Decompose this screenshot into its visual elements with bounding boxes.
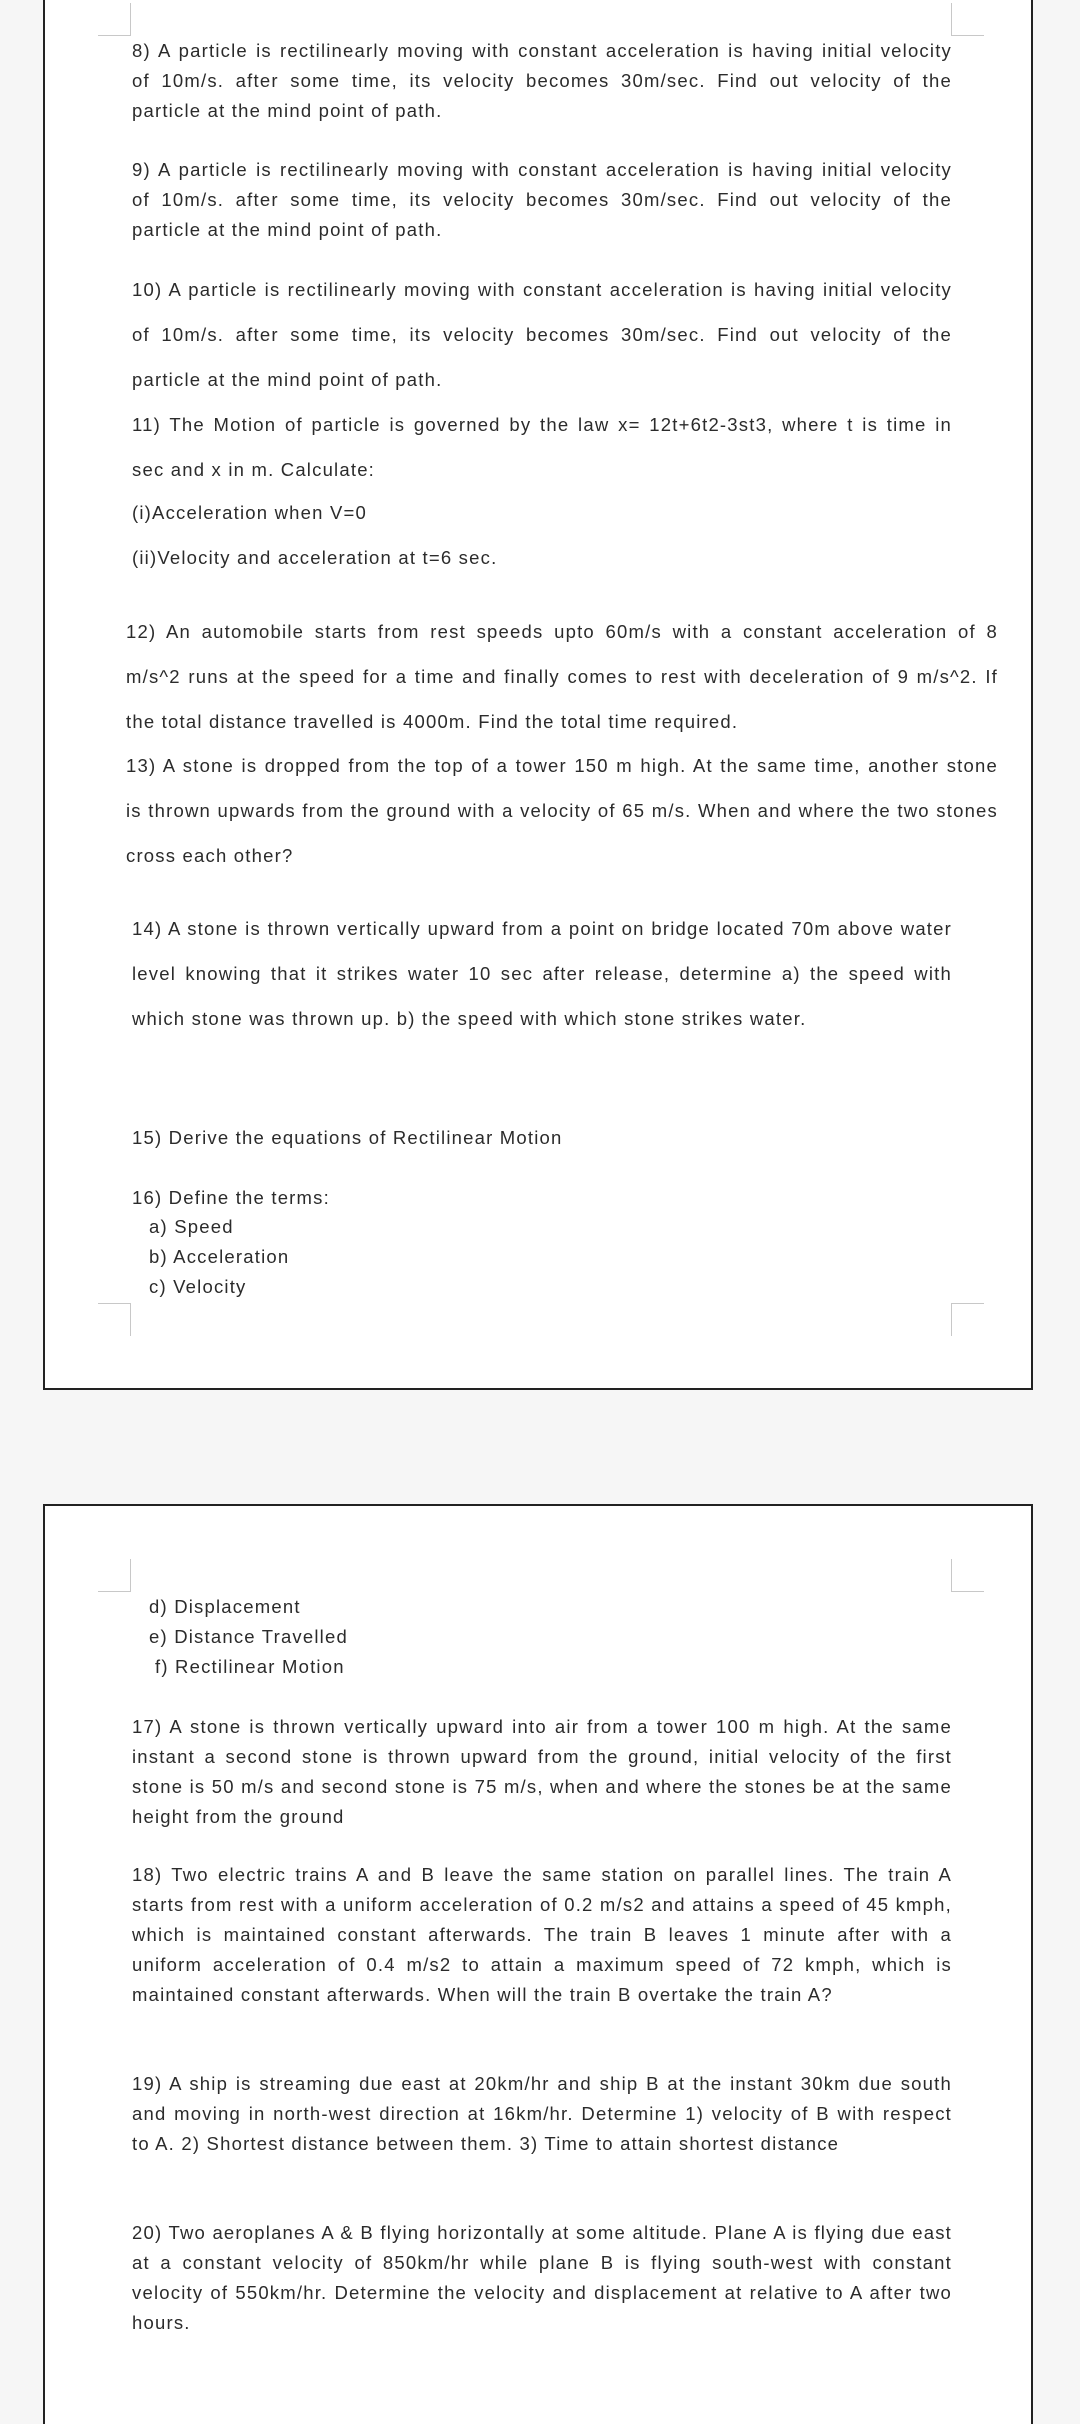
question-20: 20) Two aeroplanes A & B flying horizontally at some altitude. Plane A is flying due east at a constant velocity of 850km/hr while plane B is flying south-west with constant velocity of 550km/hr. Determine the velocity and displacement at relative to A after two hours. [132,2222,952,2333]
question-11-part-ii: (ii)Velocity and acceleration at t=6 sec. [132,547,498,568]
question-8: 8) A particle is rectilinearly moving with constant acceleration is having initial velocity of 10m/s. after some time, its velocity becomes 30m/sec. Find out velocity of the particle at the mind point of path. [132,40,952,121]
margin-corner-top-right [951,3,984,36]
margin-corner-top-left [98,3,131,36]
margin-corner-bottom-right [951,1303,984,1336]
question-16-d: d) Displacement [149,1596,301,1617]
question-17: 17) A stone is thrown vertically upward into air from a tower 100 m high. At the same instant a second stone is thrown upward from the ground, initial velocity of the first stone is 50 m/s and second stone is 75 m/s, when and where the stones be at the same height from the ground [132,1716,952,1827]
document-page-1 [43,0,1033,1390]
question-11-part-i: (i)Acceleration when V=0 [132,502,367,523]
question-16-a: a) Speed [149,1216,234,1237]
document-page-2 [43,1504,1033,2424]
question-18: 18) Two electric trains A and B leave the same station on parallel lines. The train A starts from rest with a uniform acceleration of 0.2 m/s2 and attains a speed of 45 kmph, which is maintained constant afterwards. The train B leaves 1 minute after with a uniform acceleration of 0.4 m/s2 to attain a maximum speed of 72 kmph, which is maintained constant afterwards. When will the train B overtake the train A? [132,1864,952,2005]
margin-corner-top-right [951,1559,984,1592]
question-14: 14) A stone is thrown vertically upward from a point on bridge located 70m above water level knowing that it strikes water 10 sec after release, determine a) the speed with which stone was thrown up. b) the speed with which stone strikes water. [132,918,952,1029]
question-16: 16) Define the terms: [132,1187,330,1208]
question-11: 11) The Motion of particle is governed by the law x= 12t+6t2-3st3, where t is time in sec and x in m. Calculate: [132,414,952,480]
margin-corner-bottom-left [98,1303,131,1336]
question-19: 19) A ship is streaming due east at 20km/hr and ship B at the instant 30km due south and moving in north-west direction at 16km/hr. Determine 1) velocity of B with respect to A. 2) Shortest distance between them. 3) Time to attain shortest distance [132,2073,952,2154]
margin-corner-top-left [98,1559,131,1592]
question-16-c: c) Velocity [149,1276,247,1297]
question-15: 15) Derive the equations of Rectilinear Motion [132,1127,563,1148]
question-16-e: e) Distance Travelled [149,1626,348,1647]
question-16-f: f) Rectilinear Motion [155,1656,345,1677]
question-9: 9) A particle is rectilinearly moving with constant acceleration is having initial velocity of 10m/s. after some time, its velocity becomes 30m/sec. Find out velocity of the particle at the mind point of path. [132,159,952,240]
question-16-b: b) Acceleration [149,1246,290,1267]
question-12: 12) An automobile starts from rest speeds upto 60m/s with a constant acceleration of 8 m/s^2 runs at the speed for a time and finally comes to rest with deceleration of 9 m/s^2. If the total distance travelled is 4000m. Find the total time required. [126,621,998,732]
question-13: 13) A stone is dropped from the top of a tower 150 m high. At the same time, another stone is thrown upwards from the ground with a velocity of 65 m/s. When and where the two stones cross each other? [126,755,998,866]
question-10: 10) A particle is rectilinearly moving with constant acceleration is having initial velocity of 10m/s. after some time, its velocity becomes 30m/sec. Find out velocity of the particle at the mind point of path. [132,279,952,390]
